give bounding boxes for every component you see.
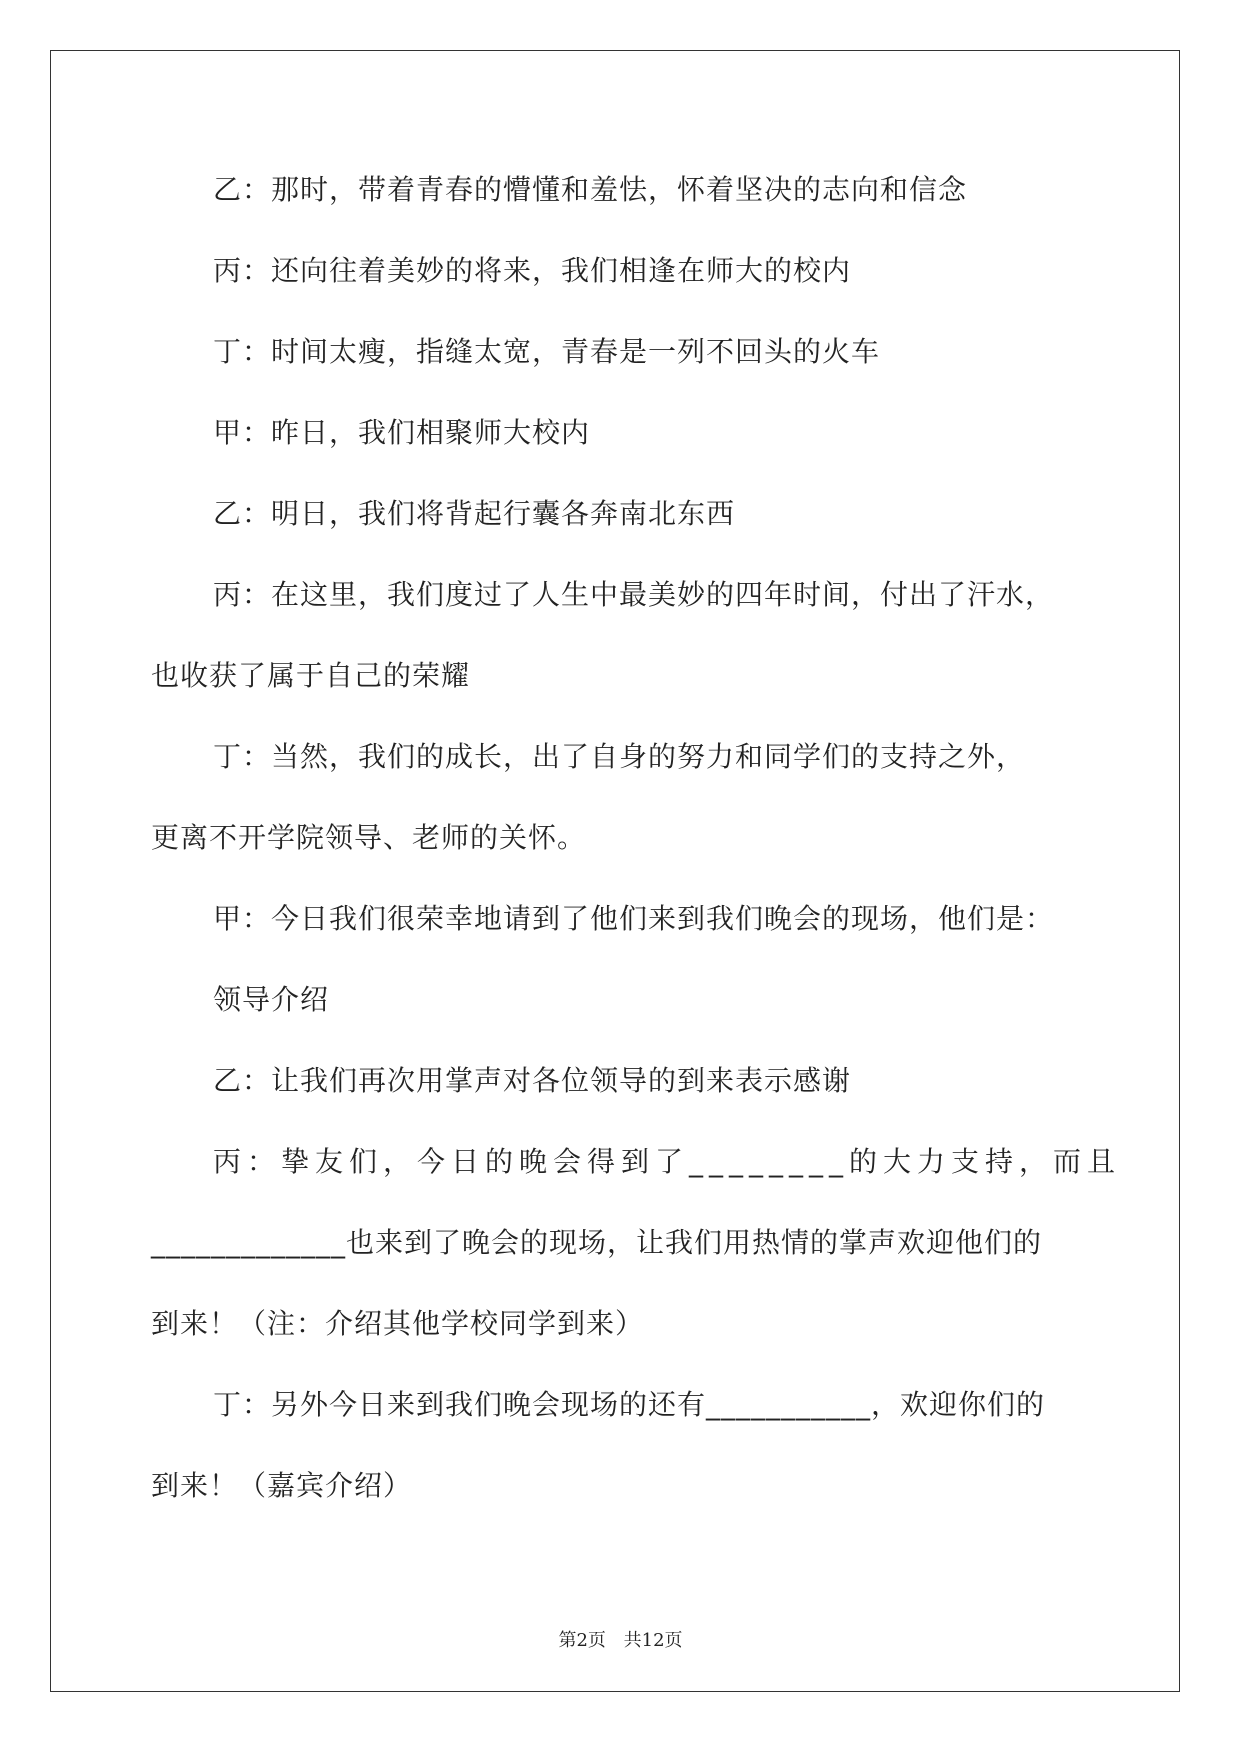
script-line: 乙：明日，我们将背起行囊各奔南北东西 xyxy=(213,497,736,530)
script-line-continuation: 到来！（嘉宾介绍） xyxy=(151,1469,413,1502)
script-line: 甲：昨日，我们相聚师大校内 xyxy=(213,416,591,449)
script-line: 丁：当然，我们的成长，出了自身的努力和同学们的支持之外， xyxy=(213,740,1026,773)
script-line: 丙：还向往着美妙的将来，我们相逢在师大的校内 xyxy=(213,254,852,287)
script-line: 乙：让我们再次用掌声对各位领导的到来表示感谢 xyxy=(213,1064,852,1097)
script-line: 丁：时间太瘦，指缝太宽，青春是一列不回头的火车 xyxy=(213,335,881,368)
script-line: 甲：今日我们很荣幸地请到了他们来到我们晚会的现场，他们是： xyxy=(213,902,1055,935)
script-line-continuation: _____________也来到了晚会的现场，让我们用热情的掌声欢迎他们的 xyxy=(151,1226,1043,1259)
page-total: 共12页 xyxy=(623,1630,683,1651)
script-line-continuation: 更离不开学院领导、老师的关怀。 xyxy=(151,821,587,854)
script-line: 丙：挚友们，今日的晚会得到了________的大力支持，而且 xyxy=(213,1145,1122,1178)
page-number: 第2页 xyxy=(558,1630,606,1651)
page-footer xyxy=(0,1626,1241,1652)
script-line-continuation: 也收获了属于自己的荣耀 xyxy=(151,659,471,692)
script-line: 领导介绍 xyxy=(213,983,330,1016)
script-line: 丁：另外今日来到我们晚会现场的还有___________，欢迎你们的 xyxy=(213,1388,1046,1421)
script-line-continuation: 到来！（注：介绍其他学校同学到来） xyxy=(151,1307,645,1340)
page-border xyxy=(50,50,1180,1692)
script-line: 乙：那时，带着青春的懵懂和羞怯，怀着坚决的志向和信念 xyxy=(213,173,968,206)
script-line: 丙：在这里，我们度过了人生中最美妙的四年时间，付出了汗水， xyxy=(213,578,1055,611)
